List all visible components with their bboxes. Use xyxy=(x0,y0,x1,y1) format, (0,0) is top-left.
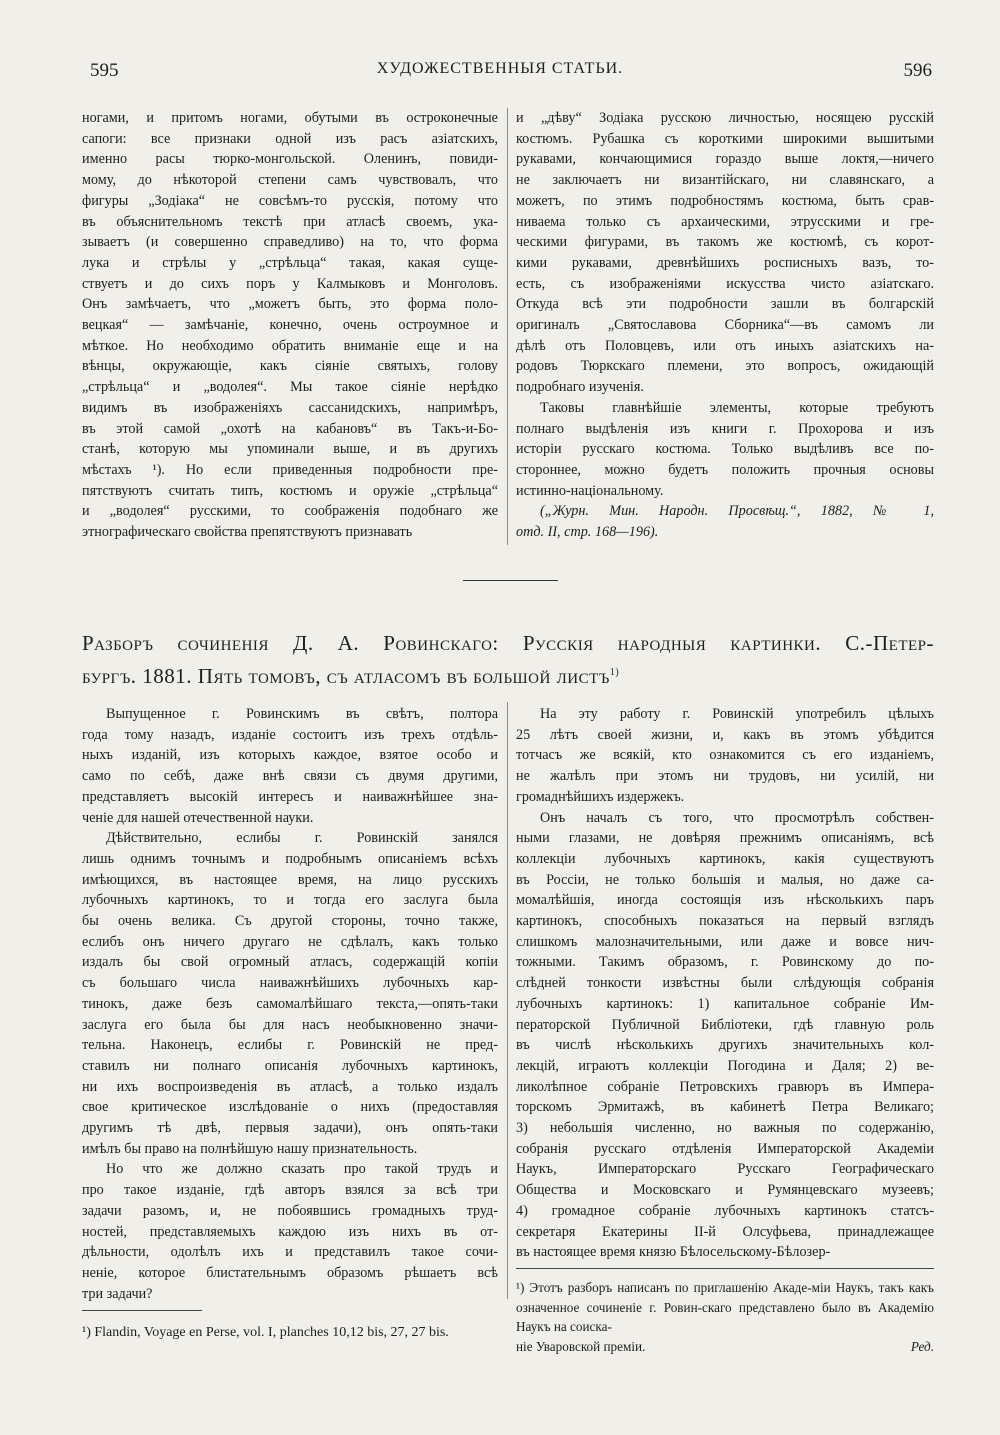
text-line: другимъ тѣ двѣ, первыя задачи), онъ опять-таки xyxy=(82,1120,498,1137)
text-line: ¹) Flandin, Voyage en Perse, vol. I, planches 10, xyxy=(82,1325,350,1340)
page-number-right: 596 xyxy=(903,60,932,81)
editor-signature: Ред. xyxy=(910,1338,934,1354)
text-line: съ большаго числа наиважнѣйшихъ лубочныхъ кар- xyxy=(82,975,498,992)
text-line: про такое изданіе, гдѣ авторъ взялся за всѣ три xyxy=(82,1182,498,1199)
text-line: пятствуютъ считать типъ, костюмъ и оружіе „стрѣльца“ xyxy=(82,482,498,499)
text-line: лубочныхъ картинокъ, то и тогда его заслуга была xyxy=(82,892,498,909)
text-line: Откуда всѣ эти подробности зашли въ болгарскій xyxy=(516,296,934,313)
text-line: Дѣйствительно, еслибы г. Ровинскій занялся xyxy=(106,830,498,847)
text-line: тотчасъ же всякій, кто ознакомится съ его изданіемъ, xyxy=(516,747,934,764)
text-line: лука и стрѣлы у „стрѣльца“ такая, какая суще- xyxy=(82,254,498,271)
text-line: стороннее, можно будетъ положить прочныя основы xyxy=(516,461,934,478)
text-line: вѣнцы, окружающіе, какъ сіяніе святыхъ, голову xyxy=(82,358,498,375)
text-line: есть, съ изображеніями искусства чисто азіатскаго. xyxy=(516,275,934,292)
bottom-right-column xyxy=(516,704,934,1263)
text-line: 3) небольшія численно, но важныя по содержанію, xyxy=(516,1120,934,1137)
text-line: не заключаетъ ни византійскаго, ни славянскаго, а xyxy=(516,172,934,189)
footnote-left xyxy=(82,1310,498,1343)
text-line: секретаря Екатерины II-й Олсуфьева, принадлежащее xyxy=(516,1223,934,1240)
text-line: тожными. Такимъ образомъ, г. Ровинскому до по- xyxy=(516,954,934,971)
text-line: слишкомъ малозначительными, или даже и вовсе нич- xyxy=(516,933,934,950)
text-line: и „водолея“ русскими, то соображенія подобнаго же xyxy=(82,503,498,520)
text-line: родовъ Тюркскаго племени, это вопросъ, ожидающій xyxy=(516,358,934,375)
text-line: Но что же должно сказать про такой трудъ и xyxy=(106,1161,498,1178)
text-line: неніе, которое блистательнымъ образомъ рѣшаетъ всѣ xyxy=(82,1264,498,1281)
text-line: На эту работу г. Ровинскій употребилъ цѣлыхъ xyxy=(540,706,934,722)
text-line: Общества и Московскаго и Румянцевскаго музеевъ; xyxy=(516,1182,934,1199)
text-line: „стрѣльца“ и „водолея“. Мы такое сіяніе нерѣдко xyxy=(82,379,498,396)
text-line: ными глазами, не довѣряя прежнимъ описаніямъ, всѣ xyxy=(516,830,934,847)
text-line: ни ихъ воспроизведенія въ атласѣ, а только издалъ xyxy=(82,1078,498,1095)
text-line: въ числѣ нѣсколькихъ другихъ значительныхъ кол- xyxy=(516,1037,934,1054)
text-line: фигуры „Зодіака“ не совсѣмъ-то русскія, потому что xyxy=(82,192,498,209)
text-line: ниваема только съ архаическими, этрусскими и гре- xyxy=(516,213,934,230)
bottom-left-column xyxy=(82,704,498,1304)
text-line: коллекціи лубочныхъ картинокъ, какія существуютъ xyxy=(516,850,934,867)
top-right-column xyxy=(516,108,934,543)
text-line: имѣлъ бы право на полнѣйшую нашу признательность. xyxy=(82,1140,418,1157)
section-divider xyxy=(463,580,558,581)
text-line: сапоги: все признаки одной изъ расъ азіатскихъ, xyxy=(82,130,498,147)
text-line: исторіи русскаго костюма. Только выдѣливъ все по- xyxy=(516,441,934,458)
text-line: 25 лѣтъ своей жизни, и, какъ въ этомъ убѣдится xyxy=(516,726,934,743)
text-line: Таковы главнѣйшіе элементы, которые требуютъ xyxy=(540,399,934,416)
text-line: ликолѣпное собраніе Петровскихъ гравюръ въ Импера- xyxy=(516,1078,934,1095)
text-line: ностей, представляемыхъ каждою изъ нихъ въ от- xyxy=(82,1223,498,1240)
text-line: лубочныхъ картинокъ: 1) капитальное собраніе Им- xyxy=(516,995,934,1012)
text-line: и „дѣву“ Зодіака русскою личностью, носящею русскій xyxy=(516,110,934,126)
text-line: само по себѣ, даже внѣ связи съ двумя другими, xyxy=(82,768,498,785)
text-line: мому, до нѣкоторой степени самъ чувствовалъ, что xyxy=(82,172,498,189)
text-line: ныхъ изданій, изъ которыхъ каждое, взятое особо и xyxy=(82,747,498,764)
text-line: міи Наукъ, такъ какъ означенное сочиненіе г. Ровин- xyxy=(516,1280,935,1315)
text-line: лекцій, играютъ коллекціи Погодина и Даля; 2) ве- xyxy=(516,1057,934,1074)
text-line: издалъ бы свой огромный атласъ, содержащій копіи xyxy=(82,954,498,971)
text-line: мѣстахъ ¹). Но если приведенныя подробности пре- xyxy=(82,461,498,478)
text-line: въ объяснительномъ текстѣ при атласѣ своемъ, ука- xyxy=(82,213,498,230)
footnote-right xyxy=(516,1278,934,1356)
column-divider xyxy=(507,702,508,1299)
footnote-text xyxy=(516,1278,934,1356)
text-line: отд. II, стр. 168—196). xyxy=(516,524,659,541)
text-line: громаднѣйшихъ издержекъ. xyxy=(516,788,685,805)
text-line: заслуга его была бы для насъ необыкновенно значи- xyxy=(82,1016,498,1033)
text-line: въ Россіи, не только большія и малыя, но даже са- xyxy=(516,871,934,888)
footnote-rule xyxy=(82,1310,202,1311)
text-line: ствуетъ и до сихъ поръ у Калмыковъ и Монголовъ. xyxy=(82,275,498,292)
text-line: въ этой самой „охотѣ на кабановъ“ въ Такъ-и-Бо- xyxy=(82,420,498,437)
text-line: можетъ, по этимъ подробностямъ костюма, быть срав- xyxy=(516,192,934,209)
text-line: лишь однимъ точнымъ и подробнымъ описаніемъ всѣхъ xyxy=(82,850,498,867)
text-line: Наукъ, Императорскаго Русскаго Географическаго xyxy=(516,1161,934,1178)
text-line: 12 bis, 27, 27 bis. xyxy=(349,1325,449,1340)
text-line: ногами, и притомъ ногами, обутыми въ остроконечные xyxy=(82,110,498,126)
text-line: („Журн. Мин. Народн. Просвѣщ.“, 1882, № 1, xyxy=(540,503,934,520)
source-citation xyxy=(516,501,934,542)
footnote-marker: 1) xyxy=(609,667,620,678)
text-line: ¹) Этотъ разборъ написанъ по приглашенію Акаде- xyxy=(516,1280,812,1295)
text-line: оригиналъ „Святославова Сборника“—въ самомъ ли xyxy=(516,317,934,334)
text-line: скаго представлено было въ Академію Наукъ на соиска- xyxy=(516,1299,934,1335)
text-line: ченіе для нашей отечественной науки. xyxy=(82,809,314,826)
text-line: ніе Уваровской преміи. Ред. xyxy=(516,1337,934,1357)
text-line: истинно-національному. xyxy=(516,482,664,499)
running-header: ХУДОЖЕСТВЕННЫЯ СТАТЬИ. xyxy=(376,60,624,77)
footnote-rule xyxy=(516,1268,934,1269)
text-line: задачи разомъ, и, не побоявшись громадныхъ труд- xyxy=(82,1202,498,1219)
text-line: тинокъ, даже безъ самомалѣйшаго текста,—опять-таки xyxy=(82,995,498,1012)
text-line: Онъ началъ съ того, что просмотрѣлъ собствен- xyxy=(540,809,934,826)
heading-line: Разборъ сочиненія Д. А. Ровинскаго: Русскія народныя картинки. С.-Петер- xyxy=(82,631,934,655)
text-line: еслибъ онъ ничего другаго не сдѣлалъ, какъ только xyxy=(82,933,498,950)
text-line: года тому назадъ, изданіе состоитъ изъ трехъ отдѣль- xyxy=(82,726,498,743)
article-heading xyxy=(82,628,934,691)
text-line: представляетъ высокій интересъ и наиважнѣйшее зна- xyxy=(82,788,498,805)
text-line: торскомъ Эрмитажѣ, въ кабинетѣ Петра Великаго; xyxy=(516,1099,934,1116)
text-line: Выпущенное г. Ровинскимъ въ свѣтъ, полтора xyxy=(106,706,498,722)
text-line: именно расы тюрко-монгольской. Оленинъ, повиди- xyxy=(82,151,498,168)
text-line: момалѣйшія, иногда состоящія изъ нѣсколькихъ паръ xyxy=(516,892,934,909)
text-line: этнографическаго свойства препятствуютъ признавать xyxy=(82,524,413,541)
paragraph xyxy=(516,398,934,502)
text-line: станѣ, которую мы упоминали выше, и въ другихъ xyxy=(82,441,498,458)
text-line: дѣлѣ отъ Половцевъ, или отъ иныхъ азіатскихъ на- xyxy=(516,337,934,354)
text-line: мѣткое. Но необходимо обратить вниманіе еще и на xyxy=(82,337,498,354)
text-line: собранія русскаго отдѣленія Императорской Академіи xyxy=(516,1140,934,1157)
text-line: вецкая“ — замѣчаніе, конечно, очень остроумное и xyxy=(82,317,498,334)
text-line: три задачи? xyxy=(82,1285,153,1302)
text-line: свое критическое изслѣдованіе о нихъ (предоставляя xyxy=(82,1099,498,1116)
heading-line: бургъ. 1881. Пять томовъ, съ атласомъ въ большой листъ xyxy=(82,664,610,688)
text-line: не жалѣлъ при этомъ ни трудовъ, ни усилій, ни xyxy=(516,768,934,785)
top-left-column xyxy=(82,108,498,543)
text-line: въ настоящее время князю Бѣлосельскому-Бѣлозер- xyxy=(516,1244,831,1261)
footnote-text xyxy=(82,1323,498,1343)
text-line: ператорской Публичной Библіотеки, гдѣ главную роль xyxy=(516,1016,934,1033)
text-line: костюмъ. Рубашка съ короткими широкими вышитыми xyxy=(516,130,934,147)
text-line: ставилъ ни полнаго описанія лубочныхъ картинокъ, xyxy=(82,1057,498,1074)
text-line: видимъ въ изображеніяхъ сассанидскихъ, напримѣръ, xyxy=(82,399,498,416)
text-line: картинокъ, способныхъ показаться на первый взглядъ xyxy=(516,913,934,930)
text-line: дѣльности, одолѣлъ ихъ и представилъ такое сочи- xyxy=(82,1244,498,1261)
column-divider xyxy=(507,108,508,545)
text-line: бы очень велика. Съ другой стороны, точно также, xyxy=(82,913,498,930)
text-line: тельна. Наконецъ, еслибы г. Ровинскій не пред- xyxy=(82,1037,498,1054)
text-line: кими рукавами, древнѣйшихъ росписныхъ вазъ, то- xyxy=(516,254,934,271)
text-line: слѣдней тонкости извѣстны были слѣдующія собранія xyxy=(516,975,934,992)
text-line: 4) громадное собраніе лубочныхъ картинокъ статсъ- xyxy=(516,1202,934,1219)
text-line: имѣющихся, въ настоящее время, на лицо русскихъ xyxy=(82,871,498,888)
text-line: зываетъ (и совершенно справедливо) на то, что форма xyxy=(82,234,498,251)
text-line: подробнаго изученія. xyxy=(516,379,644,396)
text-line: рукавами, кончающимися гораздо выше локтя,—ничего xyxy=(516,151,934,168)
paragraph xyxy=(516,108,934,398)
text-line: ческими фигурами, въ такомъ же костюмѣ, съ корот- xyxy=(516,234,934,251)
text-line: Онъ замѣчаетъ, что „можетъ быть, это форма поло- xyxy=(82,296,498,313)
page-number-left: 595 xyxy=(90,60,119,81)
text-line: полнаго выдѣленія изъ книги г. Прохорова и изъ xyxy=(516,420,934,437)
